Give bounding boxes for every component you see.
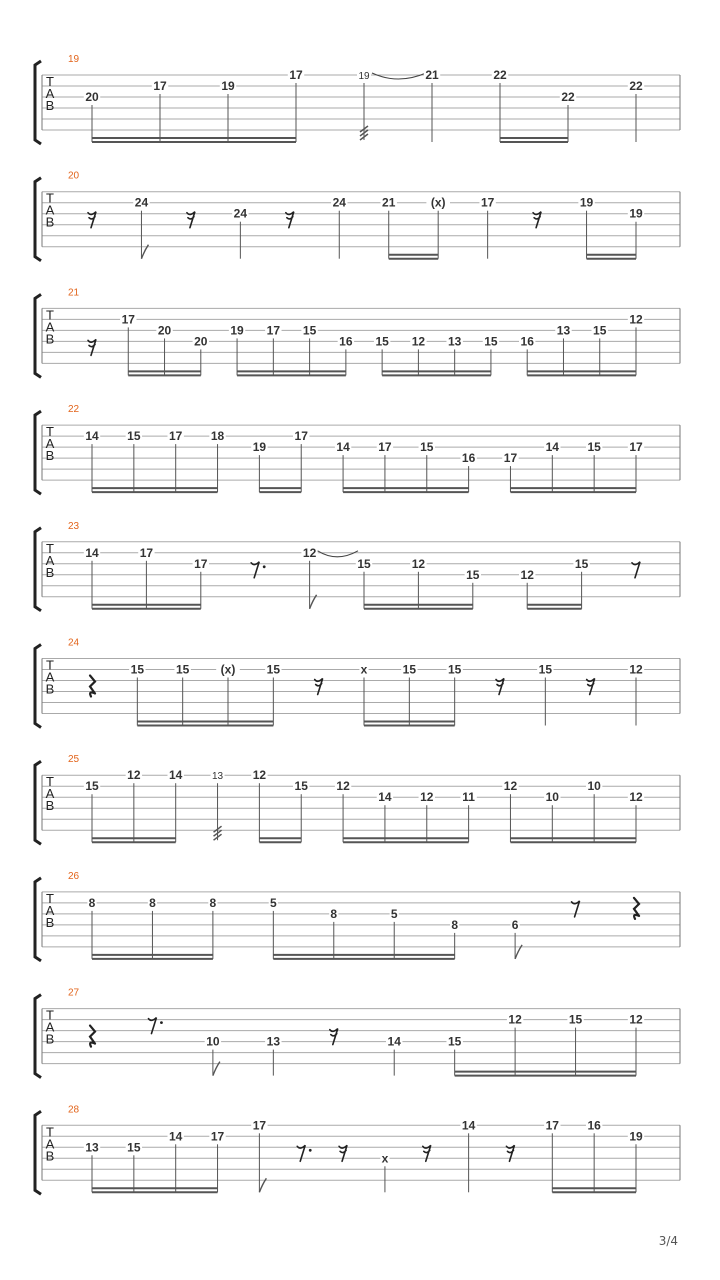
fret-number: 14 xyxy=(169,768,183,783)
tab-clef-letter: A xyxy=(45,202,55,218)
tab-system xyxy=(35,638,680,728)
fret-number: 15 xyxy=(466,567,480,582)
fret-number: 17 xyxy=(289,68,303,82)
rest-symbol xyxy=(90,1026,95,1047)
tab-clef-letter: T xyxy=(46,424,54,440)
fret-number: 15 xyxy=(587,440,601,455)
fret-number: 18 xyxy=(210,429,225,444)
measure-number: 19 xyxy=(68,54,80,65)
system-bracket xyxy=(35,995,41,1078)
tab-clef-letter: T xyxy=(46,890,54,906)
fret-number: 15 xyxy=(447,1034,462,1049)
fret-number: 8 xyxy=(88,895,96,910)
fret-number: 14 xyxy=(169,1129,183,1144)
tab-clef-letter: B xyxy=(45,331,55,347)
fret-number: 12 xyxy=(127,768,141,783)
tab-system xyxy=(35,404,680,494)
fret-number: 13 xyxy=(556,323,571,338)
fret-number: 15 xyxy=(375,334,389,349)
rest-symbol xyxy=(587,679,595,695)
fret-number: 8 xyxy=(209,895,217,910)
fret-number: 19 xyxy=(230,323,244,338)
tab-clef-letter: B xyxy=(45,1031,55,1047)
tab-clef-letter: A xyxy=(45,786,55,802)
fret-number: 15 xyxy=(593,323,607,338)
measure-number: 24 xyxy=(68,637,80,649)
measure-number: 23 xyxy=(68,520,80,532)
fret-number: 15 xyxy=(484,334,498,349)
fret-number: 17 xyxy=(169,429,183,444)
rest-symbol xyxy=(572,901,580,917)
tab-clef-letter: B xyxy=(45,564,55,580)
fret-number: 19 xyxy=(629,1129,643,1144)
tab-clef-letter: A xyxy=(45,1136,55,1152)
tab-clef-letter: T xyxy=(46,1124,54,1140)
fret-number: 12 xyxy=(336,779,350,794)
tab-clef-letter: A xyxy=(45,552,55,568)
fret-number: 12 xyxy=(520,567,534,582)
tab-clef-letter: A xyxy=(45,902,55,918)
measure-number: 28 xyxy=(68,1104,80,1116)
tab-clef-letter: B xyxy=(45,448,55,464)
fret-number: 15 xyxy=(266,662,281,677)
fret-number: 16 xyxy=(339,334,353,349)
tab-clef-letter: T xyxy=(46,307,54,323)
fret-number: 15 xyxy=(574,556,589,571)
fret-number: 17 xyxy=(266,323,281,338)
rest-symbol xyxy=(88,339,96,355)
measure-number: 26 xyxy=(68,870,80,882)
rest-symbol xyxy=(423,1145,431,1161)
fret-number: 12 xyxy=(411,556,426,571)
tab-clef-letter: T xyxy=(46,1007,54,1023)
tab-system xyxy=(35,171,680,261)
rest-symbol xyxy=(88,212,96,228)
tab-system xyxy=(35,521,680,611)
fret-number: 21 xyxy=(382,195,396,210)
rest-symbol xyxy=(286,212,294,228)
fret-number: 12 xyxy=(503,779,518,794)
fret-number: 15 xyxy=(175,662,190,677)
tab-system xyxy=(35,54,680,144)
system-bracket xyxy=(35,528,41,611)
system-bracket xyxy=(35,178,41,261)
measure-number: 21 xyxy=(68,287,80,299)
rest-symbol xyxy=(330,1029,338,1045)
fret-number: 15 xyxy=(420,440,434,455)
fret-number: 24 xyxy=(233,206,248,221)
tab-system xyxy=(35,287,680,377)
tab-system xyxy=(35,754,680,844)
fret-number: 8 xyxy=(149,895,156,910)
fret-number: 11 xyxy=(462,790,475,805)
fret-number: 15 xyxy=(85,779,99,794)
fret-number: 19 xyxy=(358,71,370,82)
fret-number: 19 xyxy=(252,440,267,455)
tab-clef-letter: A xyxy=(45,436,55,452)
fret-number: 5 xyxy=(269,895,277,910)
fret-number: (x) xyxy=(220,662,236,677)
fret-number: 17 xyxy=(545,1118,559,1133)
fret-number: 13 xyxy=(266,1034,281,1049)
fret-number: 17 xyxy=(480,195,495,210)
fret-number: 15 xyxy=(538,662,553,677)
tab-clef-letter: B xyxy=(45,98,55,113)
rest-symbol xyxy=(339,1145,347,1161)
fret-number: 16 xyxy=(520,334,534,349)
fret-number: 17 xyxy=(121,312,135,327)
fret-number: 8 xyxy=(451,917,459,932)
fret-number: 19 xyxy=(629,206,643,221)
fret-number: 14 xyxy=(336,440,350,455)
fret-number: 8 xyxy=(330,906,338,921)
fret-number: 15 xyxy=(127,429,141,444)
rest-dot xyxy=(309,1149,312,1152)
measure-number: 22 xyxy=(68,404,80,416)
fret-number: 14 xyxy=(545,440,559,455)
tab-clef-letter: T xyxy=(46,657,54,673)
fret-number: 13 xyxy=(447,334,462,349)
tab-clef-letter: B xyxy=(45,1148,55,1164)
page-number: 3/4 xyxy=(658,1234,678,1248)
tab-clef-letter: T xyxy=(46,774,54,790)
rest-symbol xyxy=(148,1018,156,1034)
rest-symbol xyxy=(251,562,259,578)
rest-symbol xyxy=(632,562,640,578)
fret-number: 12 xyxy=(411,334,426,349)
fret-number: 17 xyxy=(252,1118,267,1133)
tab-clef-letter: A xyxy=(45,86,55,101)
fret-number: 20 xyxy=(85,90,99,104)
system-bracket xyxy=(35,761,41,844)
fret-number: 20 xyxy=(157,323,172,338)
fret-number: 12 xyxy=(420,790,434,805)
fret-number: 17 xyxy=(153,79,167,93)
fret-number: 12 xyxy=(629,662,643,677)
tab-system xyxy=(35,988,680,1078)
fret-number: 10 xyxy=(587,779,601,794)
measure-number: 20 xyxy=(68,170,80,182)
rest-symbol xyxy=(496,679,504,695)
system-bracket xyxy=(35,645,41,728)
fret-number: 17 xyxy=(139,545,154,560)
fret-number: 17 xyxy=(194,556,208,571)
tie-arc xyxy=(318,551,358,557)
fret-number: 14 xyxy=(378,790,392,805)
fret-number: 12 xyxy=(252,768,267,783)
fret-number: 15 xyxy=(447,662,462,677)
fret-number: 15 xyxy=(402,662,417,677)
rest-symbol xyxy=(297,1145,305,1161)
system-bracket xyxy=(35,1111,41,1194)
tab-clef-letter: B xyxy=(45,798,55,814)
fret-number: 24 xyxy=(134,195,149,210)
fret-number: 12 xyxy=(629,790,643,805)
rest-dot xyxy=(263,565,266,568)
measure-number: 25 xyxy=(68,754,80,766)
tie-arc xyxy=(372,73,426,79)
fret-number: 13 xyxy=(85,1140,99,1155)
fret-number: 12 xyxy=(629,1012,643,1027)
fret-number: 17 xyxy=(629,440,643,455)
fret-number: 14 xyxy=(461,1118,476,1133)
tab-clef-letter: A xyxy=(45,669,55,685)
system-bracket xyxy=(35,61,41,144)
rest-symbol xyxy=(187,212,195,228)
fret-number: 14 xyxy=(85,545,99,560)
system-bracket xyxy=(35,411,41,494)
fret-number: 5 xyxy=(390,906,398,921)
fret-number: 15 xyxy=(127,1140,141,1155)
fret-number: 17 xyxy=(294,429,308,444)
fret-number: x xyxy=(360,662,368,677)
tab-clef-letter: T xyxy=(46,190,54,206)
fret-number: 15 xyxy=(294,779,308,794)
fret-number: 22 xyxy=(629,79,643,93)
fret-number: 16 xyxy=(461,451,476,466)
tab-clef-letter: T xyxy=(46,74,54,89)
rest-symbol xyxy=(634,898,639,919)
tab-system xyxy=(35,871,680,961)
fret-number: 16 xyxy=(587,1118,601,1133)
rest-symbol xyxy=(533,212,541,228)
tab-clef-letter: B xyxy=(45,681,55,697)
fret-number: x xyxy=(381,1151,389,1166)
fret-number: 12 xyxy=(508,1012,522,1027)
fret-number: 17 xyxy=(378,440,392,455)
fret-number: 15 xyxy=(130,662,145,677)
fret-number: 12 xyxy=(302,545,317,560)
measure-number: 27 xyxy=(68,987,80,999)
fret-number: 20 xyxy=(194,334,208,349)
fret-number: (x) xyxy=(430,195,446,210)
system-bracket xyxy=(35,294,41,377)
tab-clef-letter: B xyxy=(45,914,55,930)
tab-clef-letter: A xyxy=(45,319,55,335)
tab-system xyxy=(35,1104,680,1194)
fret-number: 14 xyxy=(387,1034,401,1049)
fret-number: 19 xyxy=(579,195,594,210)
system-bracket xyxy=(35,878,41,961)
rest-symbol xyxy=(90,676,95,697)
fret-number: 21 xyxy=(425,68,439,82)
tab-clef-letter: T xyxy=(46,540,54,556)
rest-symbol xyxy=(506,1145,514,1161)
fret-number: 17 xyxy=(210,1129,225,1144)
fret-number: 15 xyxy=(302,323,317,338)
fret-number: 15 xyxy=(357,556,371,571)
fret-number: 12 xyxy=(629,312,643,327)
fret-number: 14 xyxy=(85,429,99,444)
fret-number: 19 xyxy=(221,79,235,93)
fret-number: 24 xyxy=(332,195,346,210)
tab-clef-letter: B xyxy=(45,214,55,230)
rest-symbol xyxy=(315,679,323,695)
fret-number: 17 xyxy=(503,451,518,466)
tab-clef-letter: A xyxy=(45,1019,55,1035)
fret-number: 15 xyxy=(568,1012,583,1027)
fret-number: 10 xyxy=(206,1034,220,1049)
rest-dot xyxy=(160,1021,163,1024)
fret-number: 22 xyxy=(561,90,575,104)
fret-number: 6 xyxy=(511,917,519,932)
fret-number: 22 xyxy=(493,68,507,82)
fret-number: 10 xyxy=(545,790,559,805)
fret-number: 13 xyxy=(211,771,224,783)
